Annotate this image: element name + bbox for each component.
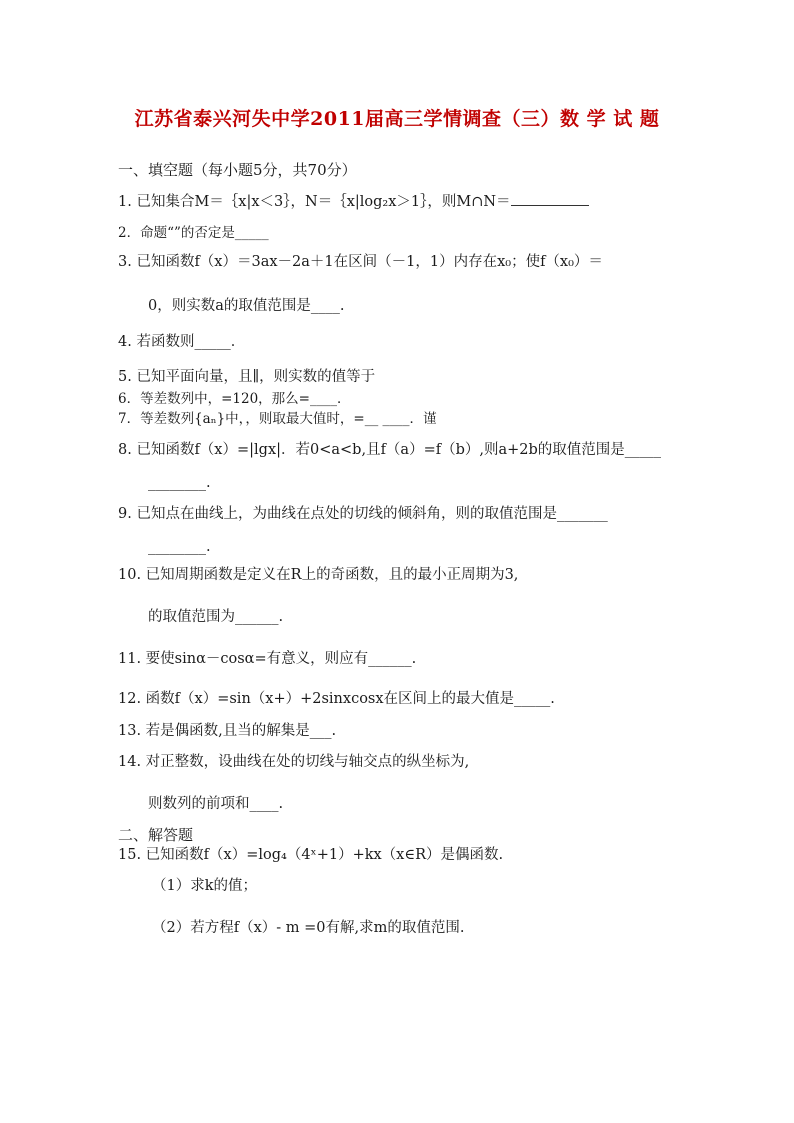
question-15: 15. 已知函数f（x）=log₄（4ˣ+1）+kx（x∈R）是偶函数. [118, 847, 504, 863]
question-14-cont: 则数列的前项和____. [148, 796, 284, 812]
question-8: 8. 已知函数f（x）=|lgx|．若0<a<b,且f（a）=f（b）,则a+2b的取值范围是_____ [118, 442, 662, 458]
question-9: 9. 已知点在曲线上，为曲线在点处的切线的倾斜角，则的取值范围是_______ [118, 506, 608, 522]
question-1-text: 1. 已知集合M＝｛x|x＜3｝，N＝｛x|log₂x＞1｝，则M∩N＝ [118, 194, 511, 210]
question-2: 2．命题“”的否定是_____ [118, 225, 269, 241]
question-10-cont: 的取值范围为______. [148, 609, 284, 625]
question-13: 13. 若是偶函数,且当的解集是___. [118, 723, 337, 739]
question-15-part-1: （1）求k的值； [152, 878, 258, 894]
question-9-cont: ________. [148, 539, 211, 555]
question-10: 10. 已知周期函数是定义在R上的奇函数，且的最小正周期为3, [118, 567, 519, 583]
section-heading-fill-in: 一、填空题（每小题5分，共70分） [118, 161, 357, 179]
question-14: 14. 对正整数，设曲线在处的切线与轴交点的纵坐标为, [118, 754, 470, 770]
question-3: 3. 已知函数f（x）＝3ax－2a＋1在区间（－1，1）内存在x₀；使f（x₀）＝ [118, 254, 603, 270]
question-7: 7．等差数列{aₙ}中，，则取最大值时，=__ ____．谨 [118, 411, 437, 427]
question-6: 6．等差数列中，=120，那么=____． [118, 391, 351, 407]
question-8-cont: ________. [148, 475, 211, 491]
page-title: 江苏省泰兴河失中学2011届高三学情调查（三）数 学 试 题 [134, 108, 660, 130]
question-3-cont: 0，则实数a的取值范围是____. [148, 298, 345, 314]
question-1 [118, 192, 589, 211]
question-12: 12. 函数f（x）=sin（x+）+2sinxcosx在区间上的最大值是_____. [118, 691, 555, 707]
answer-blank [511, 192, 589, 206]
question-5: 5. 已知平面向量，且∥，则实数的值等于 [118, 369, 376, 385]
question-15-part-2: （2）若方程f（x）- m =0有解,求m的取值范围. [152, 920, 465, 936]
section-heading-solutions: 二、解答题 [118, 826, 194, 844]
question-11: 11. 要使sinα－cosα=有意义，则应有______. [118, 651, 417, 667]
question-4: 4. 若函数则_____． [118, 334, 246, 350]
